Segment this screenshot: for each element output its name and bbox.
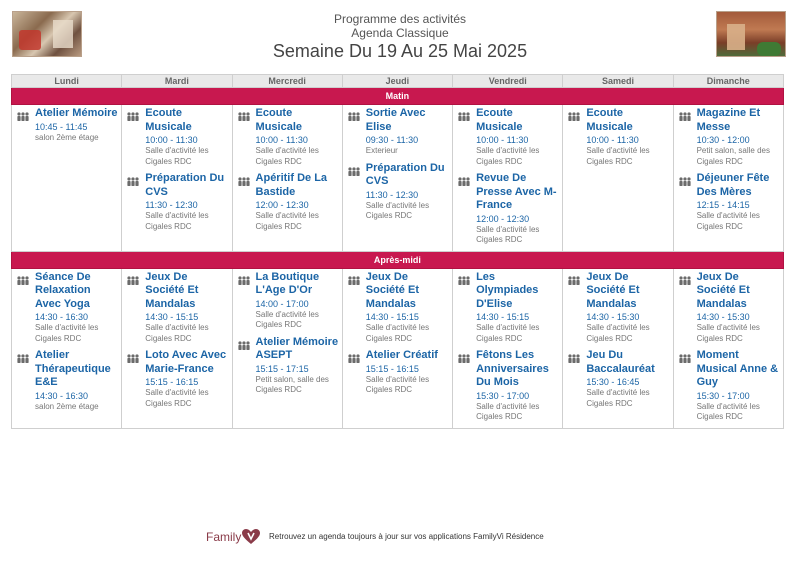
people-activity-icon xyxy=(347,351,361,361)
activity-title: Ecoute Musicale xyxy=(145,107,192,133)
day-cell xyxy=(232,268,342,428)
activity-item[interactable] xyxy=(566,107,669,167)
activity-time: 15:15 - 16:15 xyxy=(365,363,419,374)
activity-title: Jeux De Société Et Mandalas xyxy=(365,270,419,310)
activity-time: 15:15 - 16:15 xyxy=(145,377,199,387)
activity-item[interactable] xyxy=(677,349,780,423)
people-activity-icon xyxy=(347,164,361,174)
activity-title: Les Olympiades D'Elise xyxy=(476,270,539,310)
people-activity-icon xyxy=(567,351,581,361)
day-cell xyxy=(563,268,673,428)
activity-place: Salle d'activité les Cigales RDC xyxy=(145,146,209,166)
day-cell xyxy=(563,105,673,252)
activity-time: 15:30 - 17:00 xyxy=(476,390,530,401)
activity-time: 14:30 - 15:15 xyxy=(476,312,530,322)
activity-item[interactable] xyxy=(15,271,118,345)
activity-time: 15:15 - 17:15 xyxy=(255,363,309,374)
day-cell xyxy=(453,105,563,252)
people-activity-icon xyxy=(347,109,361,119)
day-header: Mercredi xyxy=(232,75,342,88)
activity-title: Ecoute Musicale xyxy=(586,107,633,133)
activity-place: Salle d'activité les Cigales RDC xyxy=(145,211,209,231)
day-header: Lundi xyxy=(12,75,122,88)
people-activity-icon xyxy=(457,351,471,361)
activity-time: 14:30 - 15:15 xyxy=(145,312,199,322)
activity-place: Petit salon, salle des Cigales RDC xyxy=(696,146,770,166)
activity-title: Jeux De Société Et Mandalas xyxy=(586,270,640,310)
people-activity-icon xyxy=(16,109,30,119)
activity-time: 10:30 - 12:00 xyxy=(696,135,750,145)
activity-place: Salle d'activité les Cigales RDC xyxy=(586,146,650,166)
period-label-apres-midi: Après-midi xyxy=(12,251,784,268)
activity-time: 14:30 - 15:15 xyxy=(365,312,419,322)
people-activity-icon xyxy=(567,273,581,283)
people-activity-icon xyxy=(237,174,251,184)
activity-time: 12:00 - 12:30 xyxy=(476,213,530,224)
activity-item[interactable] xyxy=(346,107,449,157)
activity-title: Séance De Relaxation Avec Yoga xyxy=(35,270,91,310)
activity-title: Ecoute Musicale xyxy=(255,107,302,133)
period-row-matin xyxy=(12,88,784,105)
activity-place: salon 2ème étage xyxy=(35,132,99,142)
day-cell xyxy=(453,268,563,428)
activity-time: 10:00 - 11:30 xyxy=(255,135,308,145)
activity-item[interactable] xyxy=(125,172,228,232)
activity-place: Salle d'activité les Cigales RDC xyxy=(476,146,540,166)
activity-title: Déjeuner Fête Des Mères xyxy=(696,172,770,198)
activity-title: Atelier Mémoire xyxy=(35,107,118,119)
activity-place: Salle d'activité les Cigales RDC xyxy=(255,146,319,166)
people-activity-icon xyxy=(237,338,251,348)
activity-place: Salle d'activité les Cigales RDC xyxy=(365,323,430,343)
agenda-type: Agenda Classique xyxy=(351,26,449,40)
people-activity-icon xyxy=(678,273,692,283)
day-cell xyxy=(12,268,122,428)
activity-item[interactable] xyxy=(566,271,669,345)
day-header: Jeudi xyxy=(342,75,452,88)
activity-time: 10:00 - 11:30 xyxy=(476,135,529,145)
people-activity-icon xyxy=(126,174,140,184)
day-cell xyxy=(12,105,122,252)
day-cell xyxy=(673,268,783,428)
activity-item[interactable] xyxy=(456,349,559,423)
activity-item[interactable] xyxy=(236,172,339,232)
activity-item[interactable] xyxy=(346,349,449,396)
footer xyxy=(0,528,800,548)
activity-item[interactable] xyxy=(15,349,118,412)
activity-title: Revue De Presse Avec M-France xyxy=(476,172,557,211)
day-header: Mardi xyxy=(122,75,232,88)
day-cell xyxy=(122,268,232,428)
activity-item[interactable] xyxy=(456,107,559,167)
people-activity-icon xyxy=(678,351,692,361)
activity-title: Préparation Du CVS xyxy=(145,172,225,198)
day-header: Dimanche xyxy=(673,75,783,88)
activity-title: La Boutique L'Age D'Or xyxy=(255,270,320,296)
activity-time: 14:00 - 17:00 xyxy=(255,298,309,309)
activity-title: Jeux De Société Et Mandalas xyxy=(696,270,750,310)
activity-place: Salle d'activité les Cigales RDC xyxy=(696,211,760,231)
apres-midi-row xyxy=(12,268,784,428)
day-cell xyxy=(673,105,783,252)
activity-time: 14:30 - 15:30 xyxy=(586,312,640,322)
activity-time: 15:30 - 17:00 xyxy=(696,390,750,401)
activity-time: 14:30 - 16:30 xyxy=(35,390,89,401)
activity-item[interactable] xyxy=(677,172,780,232)
period-label-matin: Matin xyxy=(12,88,784,105)
day-cell xyxy=(232,105,342,252)
activity-title: Loto Avec Avec Marie-France xyxy=(145,349,227,375)
activity-title: Magazine Et Messe xyxy=(696,107,761,133)
activity-place: Salle d'activité les Cigales RDC xyxy=(586,323,650,343)
activity-time: 10:00 - 11:30 xyxy=(586,135,639,145)
activity-item[interactable] xyxy=(566,349,669,409)
period-row-apres-midi xyxy=(12,251,784,268)
activity-place: Salle d'activité les Cigales RDC xyxy=(476,224,540,244)
activity-item[interactable] xyxy=(236,336,339,396)
activity-item[interactable] xyxy=(236,107,339,167)
people-activity-icon xyxy=(678,109,692,119)
people-activity-icon xyxy=(237,109,251,119)
people-activity-icon xyxy=(16,351,30,361)
activity-place: Salle d'activité les Cigales RDC xyxy=(696,401,760,421)
activity-place: Salle d'activité les Cigales RDC xyxy=(365,374,430,394)
people-activity-icon xyxy=(457,109,471,119)
activity-title: Atelier Mémoire ASEPT xyxy=(255,335,339,361)
day-cell xyxy=(122,105,232,252)
activity-title: Jeu Du Baccalauréat xyxy=(586,349,655,375)
activity-place: Salle d'activité les Cigales RDC xyxy=(255,211,319,231)
activity-item[interactable] xyxy=(456,271,559,345)
activity-time: 11:30 - 12:30 xyxy=(145,200,198,210)
people-activity-icon xyxy=(457,273,471,283)
activity-place: salon 2ème étage xyxy=(35,401,99,411)
week-title: Semaine Du 19 Au 25 Mai 2025 xyxy=(272,41,528,61)
people-activity-icon xyxy=(347,273,361,283)
people-activity-icon xyxy=(126,273,140,283)
footer-text: Retrouvez un agenda toujours à jour sur vos applications FamilyVi Résidence xyxy=(269,532,544,541)
people-activity-icon xyxy=(16,273,30,283)
activity-title: Sortie Avec Elise xyxy=(365,107,426,133)
activity-time: 12:00 - 12:30 xyxy=(255,200,309,210)
activity-place: Salle d'activité les Cigales RDC xyxy=(365,200,430,220)
activity-time: 14:30 - 15:30 xyxy=(696,312,750,322)
activity-item[interactable] xyxy=(236,271,339,331)
activity-time: 10:45 - 11:45 xyxy=(35,121,88,132)
activity-item[interactable] xyxy=(125,271,228,345)
people-activity-icon xyxy=(457,174,471,184)
activity-time: 09:30 - 11:30 xyxy=(365,135,419,145)
activity-title: Fêtons Les Anniversaires Du Mois xyxy=(476,349,549,388)
people-activity-icon xyxy=(678,174,692,184)
activity-time: 11:30 - 12:30 xyxy=(365,189,419,200)
activity-item[interactable] xyxy=(15,107,118,143)
day-header-row xyxy=(12,75,784,88)
activity-place: Salle d'activité les Cigales RDC xyxy=(476,401,540,421)
activity-place: Petit salon, salle des Cigales RDC xyxy=(255,374,329,394)
activity-title: Atelier Thérapeutique E&E xyxy=(35,349,111,388)
activity-title: Apéritif De La Bastide xyxy=(255,172,328,198)
activity-time: 10:00 - 11:30 xyxy=(145,135,198,145)
activity-item[interactable] xyxy=(456,172,559,246)
people-activity-icon xyxy=(126,109,140,119)
activity-place: Salle d'activité les Cigales RDC xyxy=(145,323,209,343)
activity-title: Moment Musical Anne & Guy xyxy=(696,349,779,388)
activity-place: Salle d'activité les Cigales RDC xyxy=(476,323,540,343)
familyvi-logo-icon xyxy=(241,528,261,546)
matin-row xyxy=(12,105,784,252)
activity-item[interactable] xyxy=(677,271,780,345)
activity-item[interactable] xyxy=(125,107,228,167)
activity-title: Jeux De Société Et Mandalas xyxy=(145,270,199,310)
activity-title: Ecoute Musicale xyxy=(476,107,523,133)
activity-title: Atelier Créatif xyxy=(365,349,438,361)
day-cell xyxy=(342,268,452,428)
activity-place: Salle d'activité les Cigales RDC xyxy=(145,388,209,408)
activity-time: 12:15 - 14:15 xyxy=(696,200,750,210)
activity-place: Salle d'activité les Cigales RDC xyxy=(35,323,99,343)
program-title: Programme des activités xyxy=(333,12,467,26)
activity-time: 15:30 - 16:45 xyxy=(586,377,640,387)
activity-place: Salle d'activité les Cigales RDC xyxy=(696,323,760,343)
agenda-table xyxy=(11,74,784,429)
activity-item[interactable] xyxy=(346,162,449,222)
familyvi-brand: Family xyxy=(206,530,242,544)
activity-title: Préparation Du CVS xyxy=(365,161,445,187)
day-header: Vendredi xyxy=(453,75,563,88)
people-activity-icon xyxy=(126,351,140,361)
activity-item[interactable] xyxy=(125,349,228,409)
people-activity-icon xyxy=(237,273,251,283)
day-cell xyxy=(342,105,452,252)
activity-place: Salle d'activité les Cigales RDC xyxy=(255,309,319,329)
activity-place: Exterieur xyxy=(365,146,398,155)
people-activity-icon xyxy=(567,109,581,119)
activity-time: 14:30 - 16:30 xyxy=(35,312,89,322)
day-header: Samedi xyxy=(563,75,673,88)
activity-place: Salle d'activité les Cigales RDC xyxy=(586,388,650,408)
activity-item[interactable] xyxy=(346,271,449,345)
activity-item[interactable] xyxy=(677,107,780,167)
